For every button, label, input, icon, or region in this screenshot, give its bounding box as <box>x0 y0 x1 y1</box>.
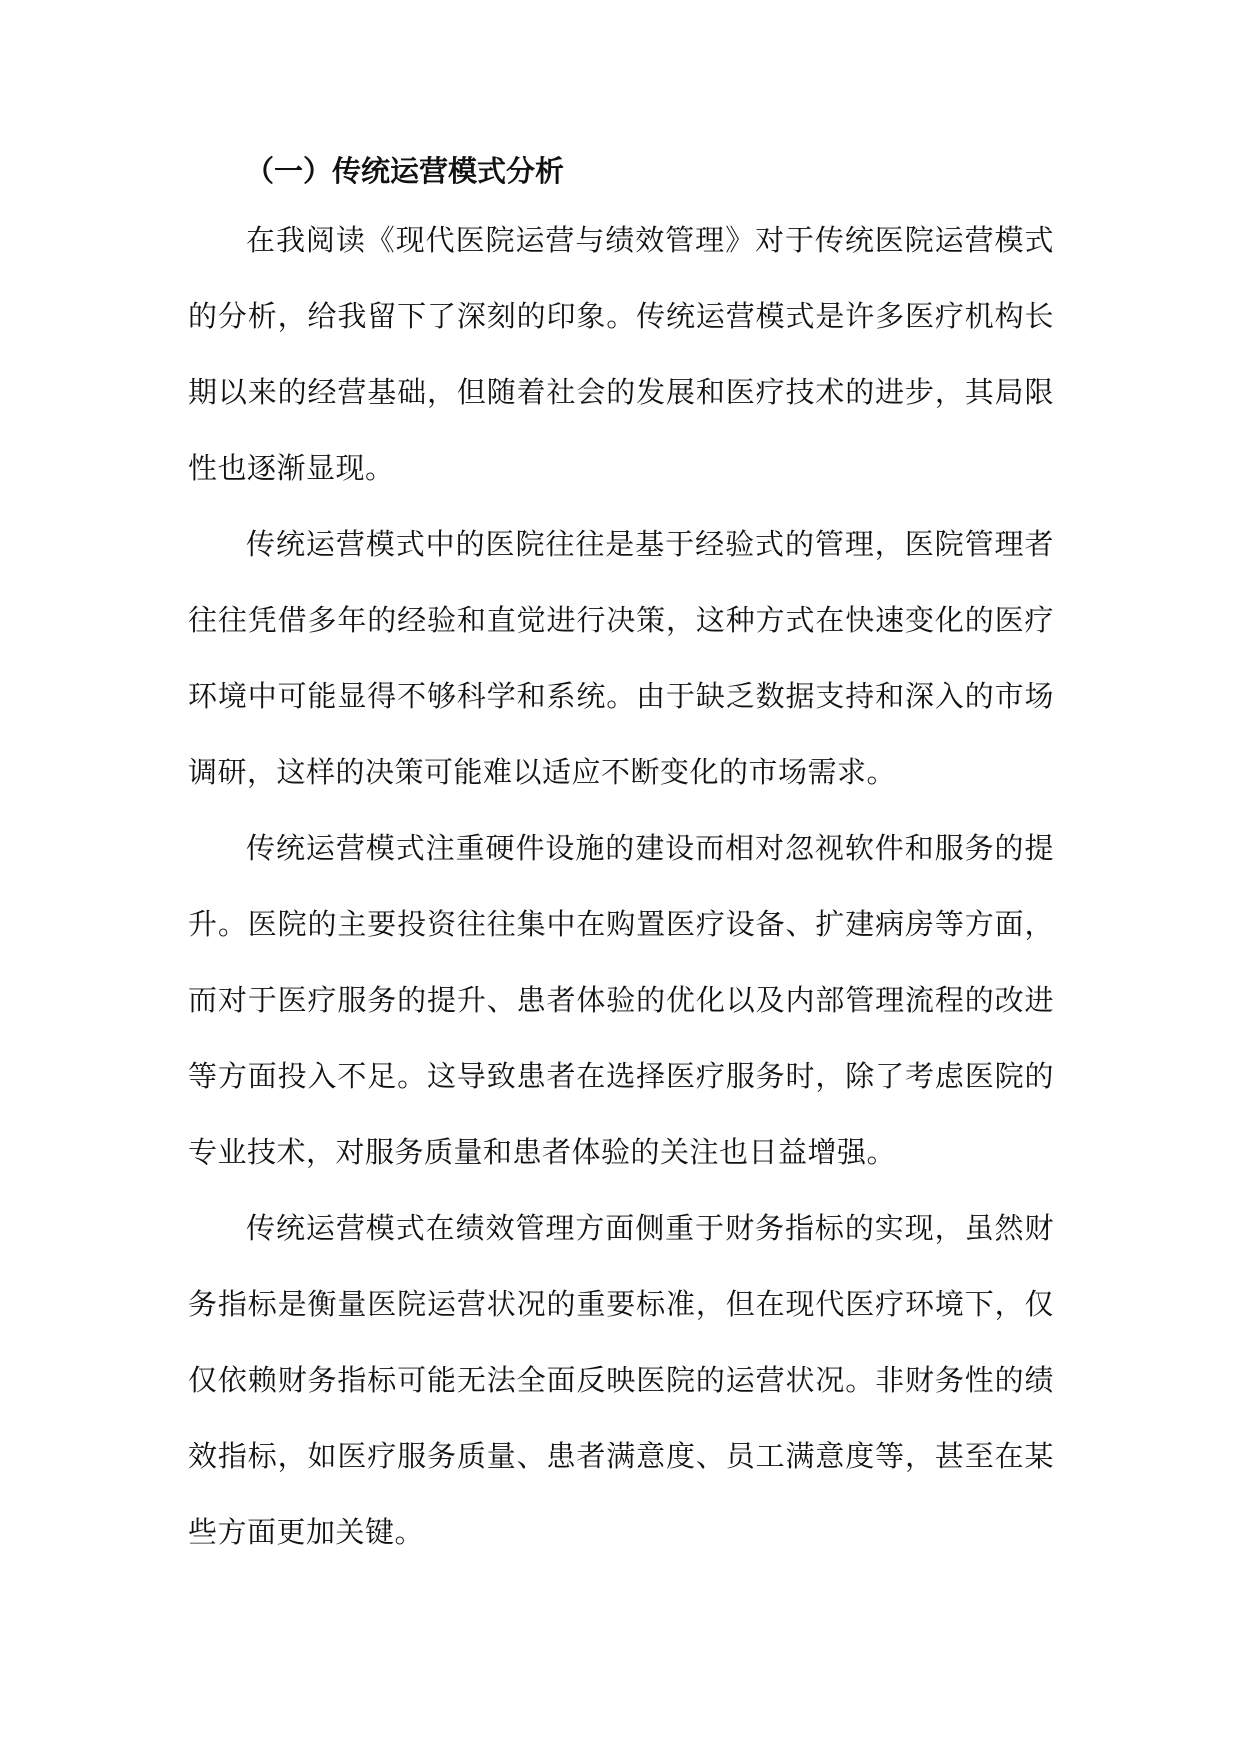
paragraph-4: 传统运营模式在绩效管理方面侧重于财务指标的实现，虽然财务指标是衡量医院运营状况的重要标准，但在现代医疗环境下，仅仅依赖财务指标可能无法全面反映医院的运营状况。非财务性的绩效指标，如医疗服务质量、患者满意度、员工满意度等，甚至在某些方面更加关键。 <box>188 1211 1054 1549</box>
document-body <box>188 140 1054 1570</box>
section-heading: （一）传统运营模式分析 <box>245 154 565 188</box>
paragraph-1: 在我阅读《现代医院运营与绩效管理》对于传统医院运营模式的分析，给我留下了深刻的印象。传统运营模式是许多医疗机构长期以来的经营基础，但随着社会的发展和医疗技术的进步，其局限性也逐渐显现。 <box>188 223 1054 485</box>
paragraph-3: 传统运营模式注重硬件设施的建设而相对忽视软件和服务的提升。医院的主要投资往往集中在购置医疗设备、扩建病房等方面，而对于医疗服务的提升、患者体验的优化以及内部管理流程的改进等方面投入不足。这导致患者在选择医疗服务时，除了考虑医院的专业技术，对服务质量和患者体验的关注也日益增强。 <box>188 831 1054 1169</box>
paragraph-2: 传统运营模式中的医院往往是基于经验式的管理，医院管理者往往凭借多年的经验和直觉进行决策，这种方式在快速变化的医疗环境中可能显得不够科学和系统。由于缺乏数据支持和深入的市场调研，这样的决策可能难以适应不断变化的市场需求。 <box>188 527 1054 789</box>
